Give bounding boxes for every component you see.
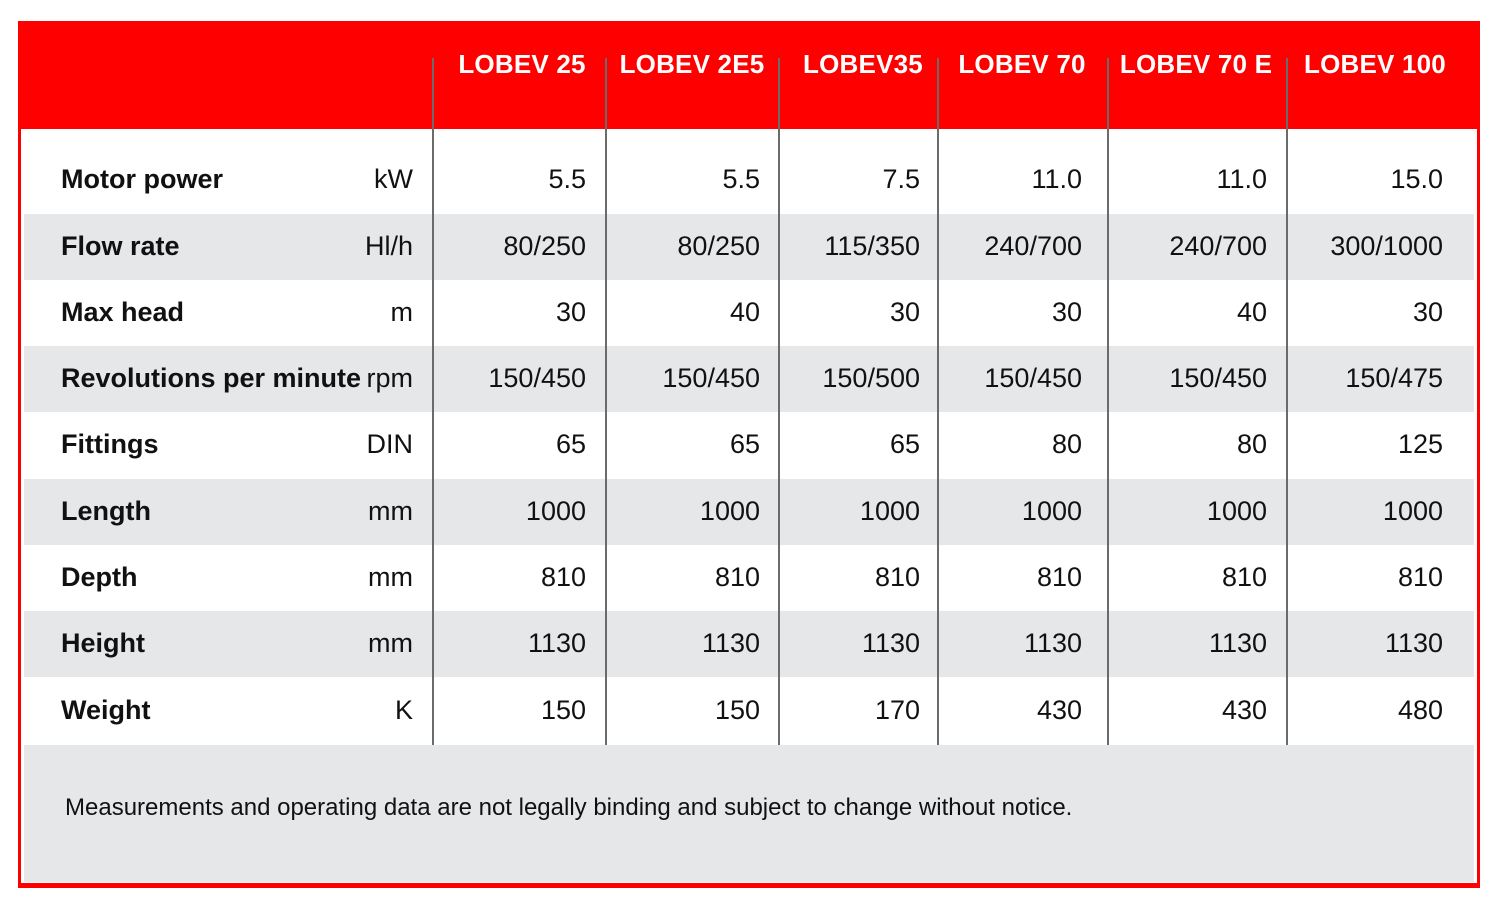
column-header-lobev-70-e: LOBEV 70 E — [1119, 49, 1273, 79]
table-cell: 30 — [1051, 297, 1082, 327]
table-row-flow-rate — [24, 214, 1474, 280]
row-label: Depth — [61, 562, 138, 592]
table-row-revolutions-per-minute — [24, 346, 1474, 412]
row-unit: DIN — [366, 429, 413, 459]
footer-disclaimer-area — [24, 745, 1474, 882]
row-label: Height — [61, 628, 145, 658]
row-label: Motor power — [61, 164, 223, 194]
row-unit: mm — [368, 628, 413, 658]
table-cell: 5.5 — [548, 164, 586, 194]
table-row-max-head — [24, 280, 1474, 346]
table-cell: 810 — [540, 562, 586, 592]
table-cell: 480 — [1397, 695, 1443, 725]
table-cell: 11.0 — [1031, 164, 1082, 194]
table-cell: 115/350 — [824, 231, 920, 261]
table-cell: 150/500 — [822, 363, 920, 393]
table-cell: 810 — [1036, 562, 1082, 592]
row-unit: kW — [374, 164, 413, 194]
table-cell: 1000 — [525, 496, 586, 526]
column-divider — [605, 58, 607, 746]
table-cell: 40 — [729, 297, 760, 327]
table-cell: 1000 — [699, 496, 760, 526]
column-divider — [937, 58, 939, 746]
disclaimer-text: Measurements and operating data are not legally binding and subject to change without notice. — [65, 794, 1073, 821]
table-cell: 30 — [889, 297, 920, 327]
table-cell: 150/450 — [488, 363, 586, 393]
table-cell: 30 — [1412, 297, 1443, 327]
row-label: Revolutions per minute — [61, 363, 362, 393]
table-cell: 810 — [1221, 562, 1267, 592]
table-cell: 1130 — [527, 628, 586, 658]
table-cell: 810 — [1397, 562, 1443, 592]
table-cell: 65 — [555, 429, 586, 459]
row-unit: K — [394, 695, 413, 725]
table-cell: 170 — [874, 695, 920, 725]
table-cell: 65 — [889, 429, 920, 459]
table-cell: 5.5 — [722, 164, 760, 194]
row-label: Weight — [61, 695, 151, 725]
column-header-lobev-100: LOBEV 100 — [1304, 49, 1446, 79]
table-row-weight — [24, 678, 1474, 745]
table-cell: 1000 — [1206, 496, 1267, 526]
table-cell: 240/700 — [1169, 231, 1267, 261]
table-cell: 80 — [1236, 429, 1267, 459]
table-cell: 7.5 — [882, 164, 920, 194]
row-unit: mm — [368, 562, 413, 592]
table-cell: 300/1000 — [1330, 231, 1443, 261]
table-row-motor-power — [24, 129, 1474, 214]
table-cell: 150 — [714, 695, 760, 725]
frame-bottom-border — [18, 883, 1480, 887]
table-cell: 430 — [1221, 695, 1267, 725]
table-cell: 1000 — [1382, 496, 1443, 526]
table-cell: 1130 — [861, 628, 920, 658]
table-cell: 150/475 — [1345, 363, 1443, 393]
table-row-fittings — [24, 412, 1474, 478]
table-cell: 810 — [874, 562, 920, 592]
row-label: Fittings — [61, 429, 159, 459]
table-cell: 125 — [1397, 429, 1443, 459]
table-cell: 1130 — [701, 628, 760, 658]
column-header-lobev35: LOBEV35 — [803, 49, 923, 79]
table-cell: 430 — [1036, 695, 1082, 725]
row-unit: m — [390, 297, 413, 327]
table-cell: 80/250 — [677, 231, 760, 261]
table-cell: 240/700 — [984, 231, 1082, 261]
column-header-lobev-70: LOBEV 70 — [958, 49, 1086, 79]
column-divider — [778, 58, 780, 746]
row-label: Max head — [61, 297, 185, 327]
row-label: Flow rate — [61, 231, 180, 261]
table-cell: 65 — [729, 429, 760, 459]
table-cell: 1130 — [1384, 628, 1443, 658]
row-label: Length — [61, 496, 151, 526]
table-cell: 150 — [540, 695, 586, 725]
table-row-length — [24, 479, 1474, 545]
table-cell: 80 — [1051, 429, 1082, 459]
table-cell: 150/450 — [984, 363, 1082, 393]
table-cell: 1130 — [1023, 628, 1082, 658]
table-cell: 80/250 — [503, 231, 586, 261]
table-cell: 150/450 — [1169, 363, 1267, 393]
table-cell: 15.0 — [1390, 164, 1443, 194]
table-cell: 1130 — [1208, 628, 1267, 658]
column-header-lobev-2e5: LOBEV 2E5 — [619, 49, 765, 79]
table-cell: 30 — [555, 297, 586, 327]
row-unit: mm — [368, 496, 413, 526]
column-divider — [1107, 58, 1109, 746]
table-cell: 1000 — [1021, 496, 1082, 526]
column-divider — [432, 58, 434, 746]
row-unit: Hl/h — [364, 231, 413, 261]
table-cell: 1000 — [859, 496, 920, 526]
table-cell: 11.0 — [1216, 164, 1267, 194]
table-row-height — [24, 611, 1474, 677]
column-header-lobev-25: LOBEV 25 — [458, 49, 586, 79]
column-divider — [1286, 58, 1288, 746]
table-cell: 40 — [1236, 297, 1267, 327]
table-cell: 810 — [714, 562, 760, 592]
table-row-depth — [24, 545, 1474, 611]
row-unit: rpm — [366, 363, 413, 393]
table-cell: 150/450 — [662, 363, 760, 393]
